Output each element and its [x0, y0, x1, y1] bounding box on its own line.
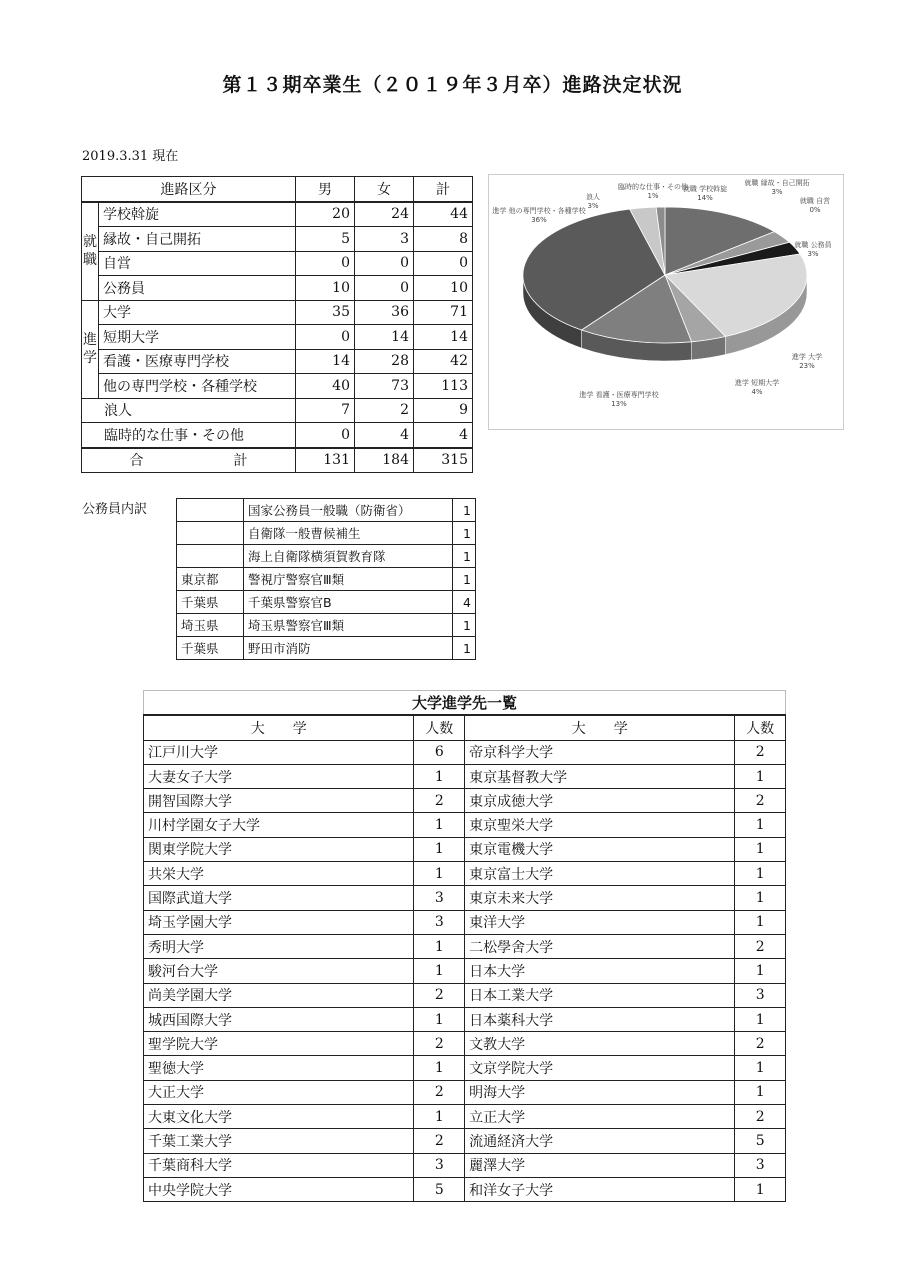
univ-count: 1 — [735, 910, 786, 934]
univ-name: 駿河台大学 — [144, 959, 414, 983]
row-female: 0 — [355, 276, 414, 301]
summary-row — [82, 276, 473, 301]
univ-name: 二松學舍大学 — [465, 934, 735, 958]
univ-count: 2 — [735, 1105, 786, 1129]
row-total: 44 — [414, 202, 473, 227]
summary-total-row — [82, 448, 473, 473]
as-of-date: 2019.3.31 現在 — [82, 149, 179, 164]
row-female: 24 — [355, 202, 414, 227]
univ-caption: 大学進学先一覧 — [144, 691, 786, 716]
univ-count: 1 — [414, 862, 465, 886]
koumu-row — [177, 591, 476, 614]
row-male: 7 — [296, 398, 355, 423]
univ-name: 尚美学園大学 — [144, 983, 414, 1007]
pie-label: 浪人 3% — [586, 193, 600, 210]
row-label: 学校斡旋 — [99, 202, 296, 227]
univ-name: 聖徳大学 — [144, 1056, 414, 1080]
univ-count: 6 — [414, 740, 465, 764]
total-label — [82, 448, 296, 473]
row-male: 0 — [296, 251, 355, 276]
univ-count: 1 — [414, 1105, 465, 1129]
univ-name: 文京学院大学 — [465, 1056, 735, 1080]
univ-count: 1 — [735, 886, 786, 910]
group-advance: 進学 — [82, 300, 99, 398]
univ-count: 1 — [414, 837, 465, 861]
univ-name: 東京未来大学 — [465, 886, 735, 910]
row-female: 14 — [355, 325, 414, 350]
pie-label: 進学 大学 23% — [791, 353, 823, 370]
univ-name: 江戸川大学 — [144, 740, 414, 764]
row-male: 5 — [296, 227, 355, 252]
koumu-pref — [177, 545, 244, 568]
univ-row — [144, 1129, 786, 1153]
univ-name: 千葉工業大学 — [144, 1129, 414, 1153]
univ-count: 5 — [735, 1129, 786, 1153]
univ-col-name-left: 大 学 — [144, 715, 414, 740]
univ-col-name-right: 大 学 — [465, 715, 735, 740]
row-label: 看護・医療専門学校 — [99, 349, 296, 374]
univ-count: 1 — [735, 1080, 786, 1104]
row-female: 36 — [355, 300, 414, 325]
univ-caption-row — [144, 691, 786, 716]
univ-name: 東京基督教大学 — [465, 764, 735, 788]
univ-name: 川村学園女子大学 — [144, 813, 414, 837]
koumu-name: 海上自衛隊横須賀教育隊 — [244, 545, 453, 568]
summary-row — [82, 202, 473, 227]
univ-name: 東京聖栄大学 — [465, 813, 735, 837]
row-male: 10 — [296, 276, 355, 301]
univ-name: 東京成徳大学 — [465, 789, 735, 813]
univ-count: 2 — [414, 983, 465, 1007]
koumu-pref: 千葉県 — [177, 591, 244, 614]
row-female: 4 — [355, 423, 414, 448]
pie-label: 就職 公務員 3% — [794, 241, 832, 258]
pie-label: 進学 短期大学 4% — [734, 379, 780, 396]
univ-name: 城西国際大学 — [144, 1007, 414, 1031]
koumu-row — [177, 499, 476, 522]
koumu-name: 国家公務員一般職（防衛省） — [244, 499, 453, 522]
univ-name: 聖学院大学 — [144, 1032, 414, 1056]
univ-row — [144, 789, 786, 813]
row-total: 10 — [414, 276, 473, 301]
row-female: 3 — [355, 227, 414, 252]
univ-name: 日本工業大学 — [465, 983, 735, 1007]
row-male: 20 — [296, 202, 355, 227]
koumu-row — [177, 614, 476, 637]
univ-count: 2 — [735, 934, 786, 958]
univ-count: 2 — [414, 1032, 465, 1056]
total-label-left: 合 — [129, 453, 144, 470]
row-male: 40 — [296, 374, 355, 399]
total-male: 131 — [296, 448, 355, 473]
koumu-row — [177, 545, 476, 568]
univ-row — [144, 886, 786, 910]
row-label: 縁故・自己開拓 — [99, 227, 296, 252]
univ-col-count-right: 人数 — [735, 715, 786, 740]
row-label: 自営 — [99, 251, 296, 276]
row-total: 9 — [414, 398, 473, 423]
row-total: 8 — [414, 227, 473, 252]
koumu-name: 千葉県警察官B — [244, 591, 453, 614]
header-category: 進路区分 — [82, 177, 296, 202]
row-male: 0 — [296, 325, 355, 350]
univ-count: 2 — [414, 1080, 465, 1104]
univ-count: 3 — [414, 910, 465, 934]
summary-row — [82, 300, 473, 325]
univ-name: 流通経済大学 — [465, 1129, 735, 1153]
header-male: 男 — [296, 177, 355, 202]
row-female: 0 — [355, 251, 414, 276]
univ-col-count-left: 人数 — [414, 715, 465, 740]
univ-header-row — [144, 715, 786, 740]
pie-label: 就職 学校斡旋 14% — [682, 185, 728, 202]
univ-count: 1 — [735, 764, 786, 788]
univ-name: 日本大学 — [465, 959, 735, 983]
univ-name: 東京富士大学 — [465, 862, 735, 886]
row-total: 4 — [414, 423, 473, 448]
koumu-count: 4 — [453, 591, 476, 614]
koumu-name: 警視庁警察官Ⅲ類 — [244, 568, 453, 591]
summary-row — [82, 349, 473, 374]
univ-count: 2 — [735, 789, 786, 813]
koumu-count: 1 — [453, 545, 476, 568]
univ-row — [144, 740, 786, 764]
univ-name: 東洋大学 — [465, 910, 735, 934]
summary-row — [82, 227, 473, 252]
summary-row — [82, 374, 473, 399]
univ-count: 1 — [735, 959, 786, 983]
univ-name: 秀明大学 — [144, 934, 414, 958]
pie-chart — [488, 174, 844, 430]
row-label: 浪人 — [82, 398, 296, 423]
header-female: 女 — [355, 177, 414, 202]
row-female: 28 — [355, 349, 414, 374]
koumu-pref: 東京都 — [177, 568, 244, 591]
univ-name: 大東文化大学 — [144, 1105, 414, 1129]
koumu-pref — [177, 522, 244, 545]
univ-count: 5 — [414, 1177, 465, 1201]
koumu-table — [176, 498, 476, 660]
univ-count: 1 — [735, 862, 786, 886]
univ-name: 国際武道大学 — [144, 886, 414, 910]
university-table — [143, 690, 786, 1202]
univ-name: 千葉商科大学 — [144, 1153, 414, 1177]
univ-count: 3 — [735, 1153, 786, 1177]
univ-count: 2 — [735, 740, 786, 764]
univ-name: 明海大学 — [465, 1080, 735, 1104]
univ-name: 帝京科学大学 — [465, 740, 735, 764]
univ-name: 大妻女子大学 — [144, 764, 414, 788]
koumu-count: 1 — [453, 499, 476, 522]
univ-count: 3 — [414, 886, 465, 910]
summary-table — [81, 176, 473, 473]
row-label: 大学 — [99, 300, 296, 325]
univ-row — [144, 862, 786, 886]
group-employment: 就職 — [82, 202, 99, 301]
univ-count: 3 — [735, 983, 786, 1007]
univ-count: 1 — [735, 1177, 786, 1201]
univ-count: 2 — [414, 1129, 465, 1153]
univ-name: 埼玉学園大学 — [144, 910, 414, 934]
univ-name: 東京電機大学 — [465, 837, 735, 861]
univ-row — [144, 1007, 786, 1031]
row-total: 71 — [414, 300, 473, 325]
row-female: 2 — [355, 398, 414, 423]
total-total: 315 — [414, 448, 473, 473]
univ-count: 1 — [735, 837, 786, 861]
koumu-count: 1 — [453, 637, 476, 660]
row-label: 他の専門学校・各種学校 — [99, 374, 296, 399]
row-male: 0 — [296, 423, 355, 448]
univ-row — [144, 1105, 786, 1129]
koumu-name: 野田市消防 — [244, 637, 453, 660]
koumu-pref — [177, 499, 244, 522]
koumu-row — [177, 522, 476, 545]
row-label: 公務員 — [99, 276, 296, 301]
univ-row — [144, 1153, 786, 1177]
row-male: 14 — [296, 349, 355, 374]
row-male: 35 — [296, 300, 355, 325]
row-total: 42 — [414, 349, 473, 374]
total-label-right: 計 — [233, 453, 248, 470]
univ-row — [144, 813, 786, 837]
koumu-row — [177, 568, 476, 591]
page-title: 第１３期卒業生（２０１９年３月卒）進路決定状況 — [222, 74, 683, 96]
univ-row — [144, 1080, 786, 1104]
pie-label: 進学 他の専門学校・各種学校 36% — [492, 207, 586, 224]
univ-row — [144, 1177, 786, 1201]
summary-row — [82, 423, 473, 448]
koumu-count: 1 — [453, 614, 476, 637]
koumu-row — [177, 637, 476, 660]
univ-count: 1 — [414, 959, 465, 983]
univ-count: 2 — [414, 789, 465, 813]
univ-count: 1 — [414, 1056, 465, 1080]
univ-name: 和洋女子大学 — [465, 1177, 735, 1201]
univ-count: 2 — [735, 1032, 786, 1056]
pie-chart-svg — [489, 175, 843, 429]
univ-name: 立正大学 — [465, 1105, 735, 1129]
univ-name: 共栄大学 — [144, 862, 414, 886]
univ-count: 1 — [414, 764, 465, 788]
row-label: 臨時的な仕事・その他 — [82, 423, 296, 448]
univ-count: 1 — [414, 934, 465, 958]
univ-count: 1 — [414, 813, 465, 837]
row-total: 113 — [414, 374, 473, 399]
univ-row — [144, 959, 786, 983]
koumu-count: 1 — [453, 522, 476, 545]
summary-row — [82, 398, 473, 423]
univ-row — [144, 764, 786, 788]
pie-label: 就職 自営 0% — [799, 197, 831, 214]
univ-row — [144, 910, 786, 934]
univ-name: 文教大学 — [465, 1032, 735, 1056]
summary-header-row — [82, 177, 473, 202]
univ-row — [144, 837, 786, 861]
koumu-pref: 埼玉県 — [177, 614, 244, 637]
total-female: 184 — [355, 448, 414, 473]
univ-name: 大正大学 — [144, 1080, 414, 1104]
univ-name: 日本薬科大学 — [465, 1007, 735, 1031]
pie-label: 進学 看護・医療専門学校 13% — [579, 391, 659, 408]
koumu-name: 自衛隊一般曹候補生 — [244, 522, 453, 545]
univ-name: 関東学院大学 — [144, 837, 414, 861]
pie-label: 臨時的な仕事・その他 1% — [618, 183, 688, 200]
pie-label: 就職 縁故・自己開拓 3% — [744, 179, 810, 196]
univ-row — [144, 983, 786, 1007]
koumu-count: 1 — [453, 568, 476, 591]
univ-name: 麗澤大学 — [465, 1153, 735, 1177]
summary-row — [82, 251, 473, 276]
univ-name: 中央学院大学 — [144, 1177, 414, 1201]
koumu-pref: 千葉県 — [177, 637, 244, 660]
koumu-name: 埼玉県警察官Ⅲ類 — [244, 614, 453, 637]
row-label: 短期大学 — [99, 325, 296, 350]
univ-count: 1 — [414, 1007, 465, 1031]
univ-row — [144, 1032, 786, 1056]
univ-count: 1 — [735, 813, 786, 837]
summary-row — [82, 325, 473, 350]
univ-name: 開智国際大学 — [144, 789, 414, 813]
univ-count: 1 — [735, 1007, 786, 1031]
univ-count: 1 — [735, 1056, 786, 1080]
univ-row — [144, 1056, 786, 1080]
row-female: 73 — [355, 374, 414, 399]
univ-row — [144, 934, 786, 958]
univ-count: 3 — [414, 1153, 465, 1177]
row-total: 0 — [414, 251, 473, 276]
row-total: 14 — [414, 325, 473, 350]
koumu-label: 公務員内訳 — [82, 502, 148, 517]
header-total: 計 — [414, 177, 473, 202]
